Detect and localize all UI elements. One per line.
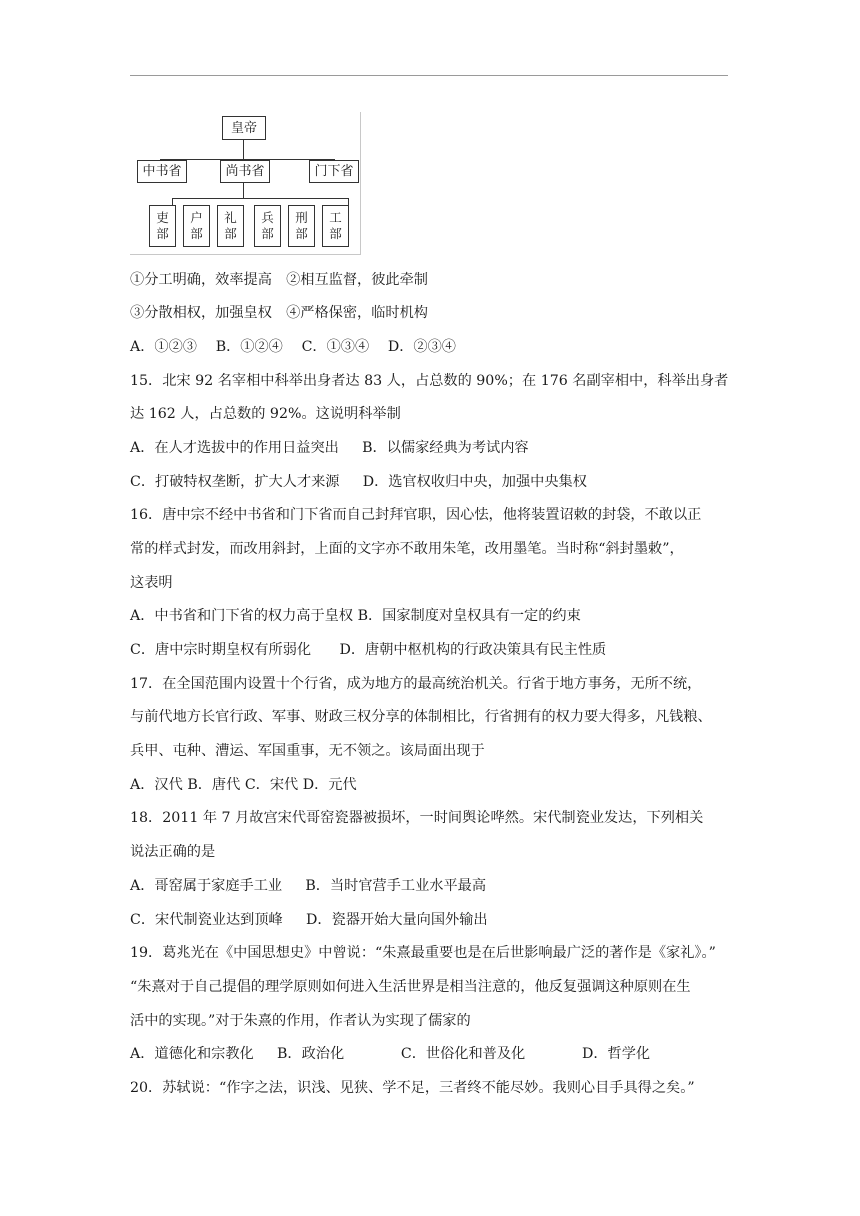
- question-17: 17．在全国范围内设置十个行省，成为地方的最高统治机关。行省于地方事务，无所不统，: [130, 676, 702, 692]
- answer-choices: A．道德化和宗教化 B．政治化 C．世俗化和普及化 D．哲学化: [130, 1046, 651, 1062]
- header-rule: [130, 75, 728, 76]
- chart-box-li-bu-rites: 礼 部: [217, 205, 244, 247]
- org-chart: [130, 112, 361, 255]
- answer-choices: C．打破特权垄断，扩大人才来源 D．选官权收归中央，加强中央集权: [130, 474, 587, 490]
- question-17-cont: 与前代地方长官行政、军事、财政三权分享的体制相比，行省拥有的权力要大得多，凡钱粮、: [130, 709, 712, 725]
- question-16-cont: 这表明: [130, 575, 173, 591]
- answer-choices: A．在人才选拔中的作用日益突出 B．以儒家经典为考试内容: [130, 440, 529, 456]
- chart-box-gong-bu: 工 部: [322, 205, 349, 247]
- chart-box-hu-bu: 户 部: [183, 205, 210, 247]
- question-15: 15．北宋 92 名宰相中科举出身者达 83 人，占总数的 90%；在 176 名副宰相中，科举出身者: [130, 373, 729, 389]
- chart-box-xing-bu: 刑 部: [288, 205, 315, 247]
- chart-box-li-bu: 吏 部: [149, 205, 176, 247]
- answer-choices: A．中书省和门下省的权力高于皇权 B．国家制度对皇权具有一定的约束: [130, 608, 581, 624]
- question-16-cont: 常的样式封发，而改用斜封，上面的文字亦不敢用朱笔，改用墨笔。当时称“斜封墨敕”，: [130, 541, 684, 557]
- chart-box-zhongshu: 中书省: [137, 160, 187, 183]
- question-20: 20．苏轼说：“作字之法，识浅、见狭、学不足，三者终不能尽妙。我则心目手具得之矣。”: [130, 1080, 695, 1096]
- question-19: 19．葛兆光在《中国思想史》中曾说：“朱熹最重要也是在后世影响最广泛的著作是《家礼》。”: [130, 945, 716, 961]
- option-line: ③分散相权，加强皇权 ④严格保密，临时机构: [130, 305, 428, 321]
- answer-choices: A．哥窑属于家庭手工业 B．当时官营手工业水平最高: [130, 878, 487, 894]
- question-19-cont: 活中的实现。”对于朱熹的作用，作者认为实现了儒家的: [130, 1013, 471, 1029]
- question-17-cont: 兵甲、屯种、漕运、军国重事，无不领之。该局面出现于: [130, 743, 485, 759]
- question-19-cont: “朱熹对于自己提倡的理学原则如何进入生活世界是相当注意的，他反复强调这种原则在生: [130, 979, 691, 995]
- question-16: 16．唐中宗不经中书省和门下省而自己封拜官职，因心怯，他将装置诏敕的封袋，不敢以正: [130, 507, 702, 523]
- option-line: ①分工明确，效率提高 ②相互监督，彼此牵制: [130, 272, 428, 288]
- chart-box-bing-bu: 兵 部: [254, 205, 281, 247]
- question-18: 18．2011 年 7 月故宫宋代哥窑瓷器被损坏，一时间舆论哗然。宋代制瓷业发达，下列相关: [130, 810, 704, 826]
- answer-choices: C．唐中宗时期皇权有所弱化 D．唐朝中枢机构的行政决策具有民主性质: [130, 642, 607, 658]
- answer-choices: C．宋代制瓷业达到顶峰 D．瓷器开始大量向国外输出: [130, 912, 488, 928]
- chart-box-shangshu: 尚书省: [220, 160, 270, 183]
- answer-choices: A．汉代 B．唐代 C．宋代 D．元代: [130, 777, 357, 793]
- question-18-cont: 说法正确的是: [130, 844, 216, 860]
- chart-box-menxia: 门下省: [309, 160, 359, 183]
- chart-box-emperor: 皇帝: [222, 116, 266, 140]
- answer-choices: A．①②③ B．①②④ C．①③④ D．②③④: [130, 339, 456, 355]
- question-15-cont: 达 162 人，占总数的 92%。这说明科举制: [130, 406, 401, 422]
